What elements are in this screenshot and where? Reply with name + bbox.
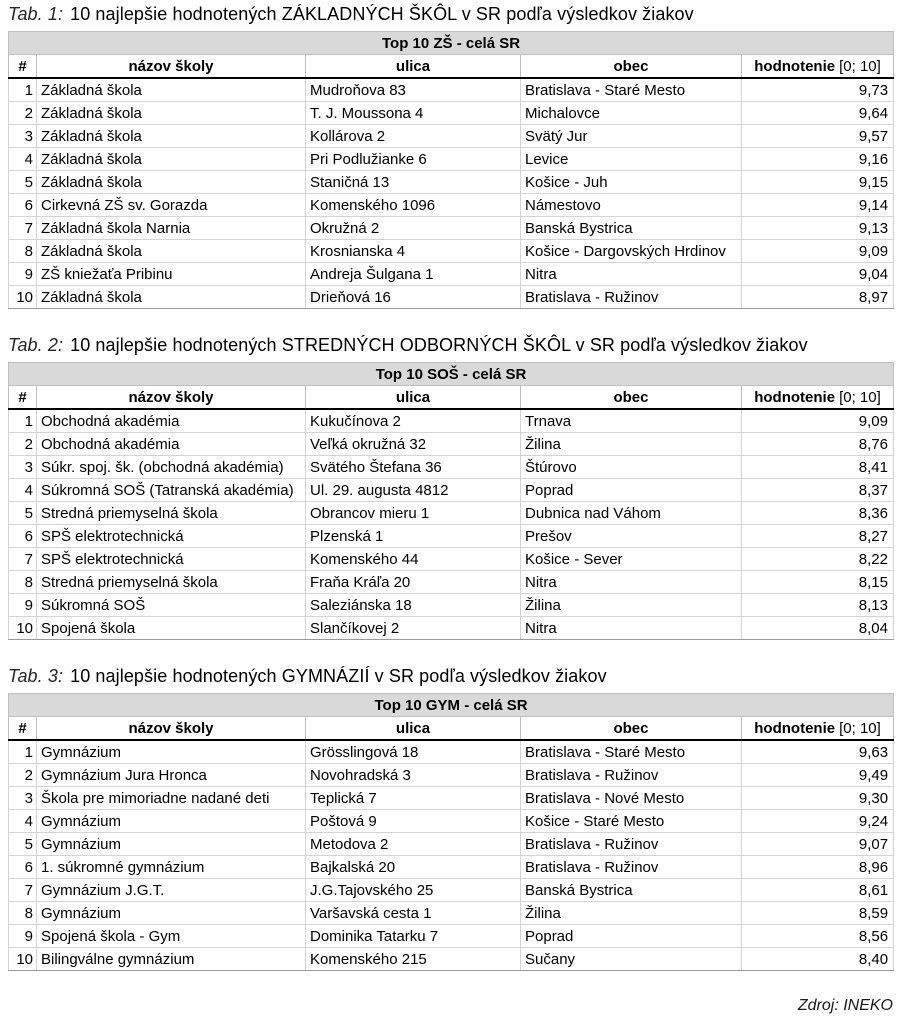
table-caption: Top 10 ZŠ - celá SR (9, 32, 894, 55)
cell-city: Bratislava - Ružinov (521, 286, 742, 309)
cell-street: Plzenská 1 (306, 525, 521, 548)
column-header-row (9, 386, 894, 410)
column-header-row (9, 717, 894, 741)
table-row (9, 217, 894, 240)
table-row (9, 787, 894, 810)
table-caption-row (9, 694, 894, 717)
table-row (9, 833, 894, 856)
cell-rank: 9 (9, 594, 37, 617)
table-title-text: 10 najlepšie hodnotených GYMNÁZIÍ v SR podľa výsledkov žiakov (70, 666, 607, 686)
table-row (9, 856, 894, 879)
cell-rating: 9,09 (742, 240, 894, 263)
cell-name: Bilingválne gymnázium (37, 948, 306, 971)
cell-rank: 3 (9, 456, 37, 479)
cell-rating: 8,61 (742, 879, 894, 902)
cell-rating: 8,96 (742, 856, 894, 879)
col-header-rating (742, 55, 894, 79)
table-row (9, 171, 894, 194)
cell-city: Nitra (521, 617, 742, 640)
cell-name: Gymnázium (37, 810, 306, 833)
cell-city: Žilina (521, 594, 742, 617)
cell-street: Varšavská cesta 1 (306, 902, 521, 925)
table-caption-row (9, 363, 894, 386)
cell-name: Základná škola (37, 286, 306, 309)
cell-rank: 1 (9, 78, 37, 102)
cell-name: Základná škola (37, 102, 306, 125)
table-row (9, 594, 894, 617)
cell-name: Základná škola (37, 240, 306, 263)
col-header-rank: # (9, 386, 37, 410)
cell-rating: 8,41 (742, 456, 894, 479)
cell-name: Gymnázium (37, 902, 306, 925)
cell-rank: 2 (9, 102, 37, 125)
cell-rating: 9,16 (742, 148, 894, 171)
cell-street: Fraňa Kráľa 20 (306, 571, 521, 594)
table-row (9, 479, 894, 502)
cell-name: Súkromná SOŠ (Tatranská akadémia) (37, 479, 306, 502)
cell-city: Žilina (521, 902, 742, 925)
cell-street: Svätého Štefana 36 (306, 456, 521, 479)
cell-city: Bratislava - Nové Mesto (521, 787, 742, 810)
cell-city: Sučany (521, 948, 742, 971)
table-row (9, 764, 894, 787)
table-title-prefix: Tab. 3: (8, 666, 64, 686)
cell-street: Dominika Tatarku 7 (306, 925, 521, 948)
cell-city: Košice - Dargovských Hrdinov (521, 240, 742, 263)
cell-name: Základná škola Narnia (37, 217, 306, 240)
cell-name: Stredná priemyselná škola (37, 502, 306, 525)
table-row (9, 286, 894, 309)
cell-name: Súkromná SOŠ (37, 594, 306, 617)
table-body-sos (9, 409, 894, 640)
cell-city: Bratislava - Ružinov (521, 856, 742, 879)
cell-rating: 8,15 (742, 571, 894, 594)
cell-rank: 7 (9, 879, 37, 902)
cell-name: Súkr. spoj. šk. (obchodná akadémia) (37, 456, 306, 479)
cell-rating: 9,04 (742, 263, 894, 286)
cell-rank: 10 (9, 286, 37, 309)
table-row (9, 548, 894, 571)
cell-city: Bratislava - Ružinov (521, 833, 742, 856)
cell-city: Bratislava - Ružinov (521, 764, 742, 787)
cell-rank: 10 (9, 617, 37, 640)
cell-city: Prešov (521, 525, 742, 548)
table-section-sos (8, 335, 892, 640)
col-header-rating-label: hodnotenie (754, 719, 836, 737)
cell-rank: 6 (9, 194, 37, 217)
table-row (9, 810, 894, 833)
col-header-name: názov školy (37, 55, 306, 79)
cell-name: Obchodná akadémia (37, 433, 306, 456)
cell-name: Gymnázium J.G.T. (37, 879, 306, 902)
col-header-name: názov školy (37, 717, 306, 741)
cell-rating: 8,13 (742, 594, 894, 617)
cell-rating: 9,15 (742, 171, 894, 194)
cell-name: Základná škola (37, 125, 306, 148)
col-header-street: ulica (306, 55, 521, 79)
rank-table-zs (8, 31, 894, 309)
cell-name: Škola pre mimoriadne nadané deti (37, 787, 306, 810)
table-title-sos (8, 335, 892, 356)
cell-street: Kukučínova 2 (306, 409, 521, 433)
cell-city: Trnava (521, 409, 742, 433)
cell-street: Novohradská 3 (306, 764, 521, 787)
cell-city: Štúrovo (521, 456, 742, 479)
table-row (9, 571, 894, 594)
cell-rating: 9,30 (742, 787, 894, 810)
col-header-rating-range: [0; 10] (839, 57, 881, 75)
table-caption: Top 10 GYM - celá SR (9, 694, 894, 717)
col-header-rating-label: hodnotenie (754, 57, 836, 75)
col-header-city: obec (521, 717, 742, 741)
cell-city: Poprad (521, 925, 742, 948)
cell-rating: 8,76 (742, 433, 894, 456)
cell-city: Banská Bystrica (521, 879, 742, 902)
cell-rank: 8 (9, 902, 37, 925)
table-caption-row (9, 32, 894, 55)
table-row (9, 194, 894, 217)
rank-table-sos (8, 362, 894, 640)
cell-street: Veľká okružná 32 (306, 433, 521, 456)
rank-table-gym (8, 693, 894, 971)
cell-name: Obchodná akadémia (37, 409, 306, 433)
cell-rank: 6 (9, 525, 37, 548)
cell-name: Gymnázium (37, 740, 306, 764)
table-title-zs (8, 4, 892, 25)
cell-name: Gymnázium Jura Hronca (37, 764, 306, 787)
cell-city: Banská Bystrica (521, 217, 742, 240)
cell-rating: 8,97 (742, 286, 894, 309)
cell-rating: 8,59 (742, 902, 894, 925)
col-header-rating-range: [0; 10] (839, 719, 881, 737)
cell-name: ZŠ kniežaťa Pribinu (37, 263, 306, 286)
cell-name: Cirkevná ZŠ sv. Gorazda (37, 194, 306, 217)
cell-name: SPŠ elektrotechnická (37, 525, 306, 548)
cell-street: Komenského 215 (306, 948, 521, 971)
table-row (9, 240, 894, 263)
cell-rating: 8,27 (742, 525, 894, 548)
cell-street: Poštová 9 (306, 810, 521, 833)
cell-rank: 1 (9, 740, 37, 764)
cell-rating: 9,64 (742, 102, 894, 125)
col-header-rating (742, 386, 894, 410)
table-row (9, 456, 894, 479)
cell-rating: 8,37 (742, 479, 894, 502)
cell-rank: 8 (9, 240, 37, 263)
cell-rating: 8,04 (742, 617, 894, 640)
cell-rating: 9,07 (742, 833, 894, 856)
cell-rank: 2 (9, 764, 37, 787)
cell-rank: 4 (9, 148, 37, 171)
cell-rating: 8,40 (742, 948, 894, 971)
col-header-street: ulica (306, 386, 521, 410)
cell-name: Základná škola (37, 171, 306, 194)
cell-rank: 5 (9, 171, 37, 194)
cell-rating: 9,24 (742, 810, 894, 833)
col-header-name: názov školy (37, 386, 306, 410)
cell-street: Metodova 2 (306, 833, 521, 856)
table-caption: Top 10 SOŠ - celá SR (9, 363, 894, 386)
table-row (9, 617, 894, 640)
cell-rank: 4 (9, 479, 37, 502)
table-title-text: 10 najlepšie hodnotených STREDNÝCH ODBORNÝCH ŠKÔL v SR podľa výsledkov žiakov (70, 335, 808, 355)
col-header-city: obec (521, 386, 742, 410)
table-row (9, 433, 894, 456)
cell-street: Staničná 13 (306, 171, 521, 194)
source-note: Zdroj: INEKO (797, 997, 893, 1014)
cell-rank: 9 (9, 263, 37, 286)
cell-rank: 6 (9, 856, 37, 879)
cell-city: Košice - Sever (521, 548, 742, 571)
table-row (9, 409, 894, 433)
cell-rating: 9,14 (742, 194, 894, 217)
cell-rank: 5 (9, 502, 37, 525)
cell-rating: 9,63 (742, 740, 894, 764)
table-row (9, 78, 894, 102)
cell-rank: 1 (9, 409, 37, 433)
table-body-zs (9, 78, 894, 309)
cell-street: Saleziánska 18 (306, 594, 521, 617)
cell-street: Teplická 7 (306, 787, 521, 810)
cell-rank: 3 (9, 125, 37, 148)
cell-city: Poprad (521, 479, 742, 502)
cell-city: Dubnica nad Váhom (521, 502, 742, 525)
col-header-rating (742, 717, 894, 741)
col-header-rank: # (9, 55, 37, 79)
table-row (9, 502, 894, 525)
table-row (9, 148, 894, 171)
cell-street: Ul. 29. augusta 4812 (306, 479, 521, 502)
table-row (9, 125, 894, 148)
table-row (9, 740, 894, 764)
col-header-city: obec (521, 55, 742, 79)
cell-name: Základná škola (37, 78, 306, 102)
table-row (9, 925, 894, 948)
cell-rating: 8,36 (742, 502, 894, 525)
cell-city: Svätý Jur (521, 125, 742, 148)
cell-rank: 2 (9, 433, 37, 456)
cell-street: Kollárova 2 (306, 125, 521, 148)
cell-city: Námestovo (521, 194, 742, 217)
column-header-row (9, 55, 894, 79)
cell-rank: 4 (9, 810, 37, 833)
cell-rank: 7 (9, 217, 37, 240)
col-header-rank: # (9, 717, 37, 741)
cell-rank: 5 (9, 833, 37, 856)
table-row (9, 879, 894, 902)
cell-city: Bratislava - Staré Mesto (521, 78, 742, 102)
cell-street: Drieňová 16 (306, 286, 521, 309)
cell-name: Stredná priemyselná škola (37, 571, 306, 594)
table-title-text: 10 najlepšie hodnotených ZÁKLADNÝCH ŠKÔL v SR podľa výsledkov žiakov (70, 4, 694, 24)
cell-rank: 7 (9, 548, 37, 571)
table-row (9, 948, 894, 971)
cell-city: Michalovce (521, 102, 742, 125)
cell-city: Žilina (521, 433, 742, 456)
table-row (9, 102, 894, 125)
table-row (9, 525, 894, 548)
col-header-rating-range: [0; 10] (839, 388, 881, 406)
cell-street: Pri Podlužianke 6 (306, 148, 521, 171)
cell-street: Bajkalská 20 (306, 856, 521, 879)
table-title-gym (8, 666, 892, 687)
cell-name: Spojená škola (37, 617, 306, 640)
cell-street: Andreja Šulgana 1 (306, 263, 521, 286)
cell-street: Slančíkovej 2 (306, 617, 521, 640)
table-row (9, 902, 894, 925)
table-title-prefix: Tab. 1: (8, 4, 64, 24)
cell-rank: 8 (9, 571, 37, 594)
cell-name: SPŠ elektrotechnická (37, 548, 306, 571)
cell-rating: 9,49 (742, 764, 894, 787)
table-title-prefix: Tab. 2: (8, 335, 64, 355)
table-row (9, 263, 894, 286)
col-header-rating-label: hodnotenie (754, 388, 836, 406)
cell-rating: 9,13 (742, 217, 894, 240)
cell-rating: 8,56 (742, 925, 894, 948)
cell-rating: 8,22 (742, 548, 894, 571)
cell-street: Okružná 2 (306, 217, 521, 240)
cell-rating: 9,73 (742, 78, 894, 102)
cell-street: Krosnianska 4 (306, 240, 521, 263)
cell-rating: 9,09 (742, 409, 894, 433)
cell-name: 1. súkromné gymnázium (37, 856, 306, 879)
cell-name: Gymnázium (37, 833, 306, 856)
table-body-gym (9, 740, 894, 971)
cell-rank: 3 (9, 787, 37, 810)
cell-city: Levice (521, 148, 742, 171)
table-section-gym (8, 666, 892, 971)
cell-city: Nitra (521, 571, 742, 594)
cell-city: Košice - Juh (521, 171, 742, 194)
cell-street: T. J. Moussona 4 (306, 102, 521, 125)
col-header-street: ulica (306, 717, 521, 741)
cell-street: Mudroňova 83 (306, 78, 521, 102)
cell-city: Nitra (521, 263, 742, 286)
cell-street: Grösslingová 18 (306, 740, 521, 764)
cell-street: Komenského 1096 (306, 194, 521, 217)
cell-name: Základná škola (37, 148, 306, 171)
cell-street: Obrancov mieru 1 (306, 502, 521, 525)
cell-street: J.G.Tajovského 25 (306, 879, 521, 902)
cell-name: Spojená škola - Gym (37, 925, 306, 948)
cell-rank: 9 (9, 925, 37, 948)
cell-rank: 10 (9, 948, 37, 971)
cell-city: Košice - Staré Mesto (521, 810, 742, 833)
cell-city: Bratislava - Staré Mesto (521, 740, 742, 764)
table-section-zs (8, 4, 892, 309)
cell-street: Komenského 44 (306, 548, 521, 571)
cell-rating: 9,57 (742, 125, 894, 148)
